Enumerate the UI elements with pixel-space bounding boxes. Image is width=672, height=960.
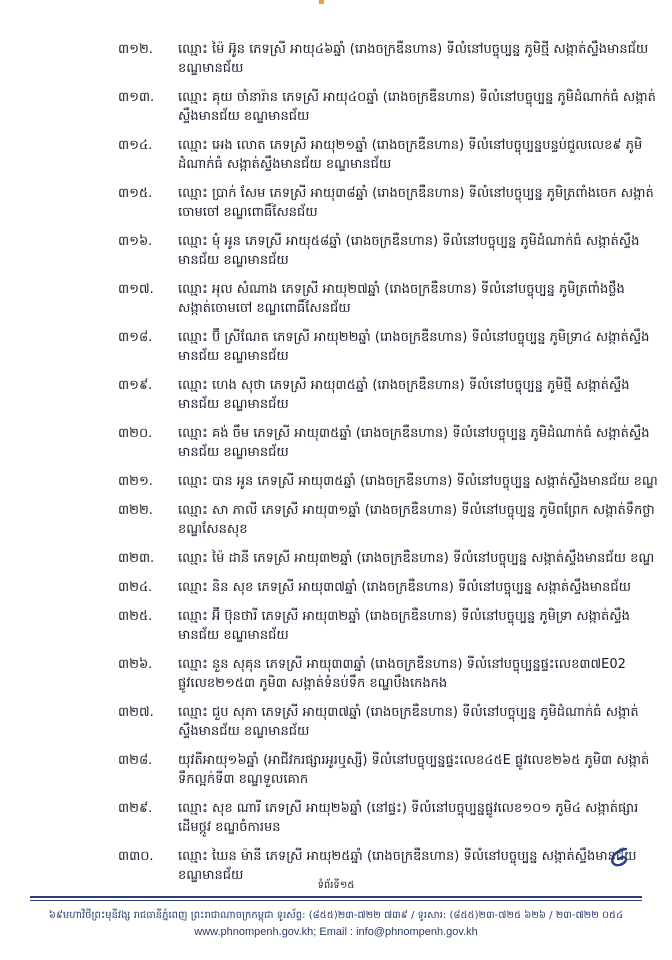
list-item [118,501,658,539]
list-item [118,751,658,789]
list-item [118,184,658,222]
entry-text: ឈ្មោះ ហេង សុថា ភេទស្រី អាយុ៣៥ឆ្នាំ (រោងចក្រឌឺនហាន) ទីលំនៅបច្ចុប្បន្ន ភូមិថ្មី សង្កាត់ស្ទឹងមានជ័យ ខណ្ឌមានជ័យ [178,378,630,412]
list-item [118,424,658,462]
entry-text: ឈ្មោះ អុល សំណាង ភេទស្រី អាយុ២៧ឆ្នាំ (រោងចក្រឌឺនហាន) ទីលំនៅបច្ចុប្បន្ន ភូមិត្រពាំងថ្លឹង សង្កាត់ចោមចៅ ខណ្ឌពោធិ៍សែនជ័យ [178,282,625,316]
entry-text: ឈ្មោះ ម៉ៃ ដានី ភេទស្រី អាយុ៣២ឆ្នាំ (រោងចក្រឌឺនហាន) ទីលំនៅបច្ចុប្បន្ន សង្កាត់ស្ទឹងមានជ័យ ខណ្ឌ [178,551,655,566]
entry-number: ៣២៧. [118,705,154,720]
page-number: ទំព័រទី១៥ [317,880,355,891]
signature-mark [604,846,634,870]
entry-number: ៣១៦. [118,234,153,249]
entry-number: ៣១៣. [118,90,155,105]
list-item [118,40,658,78]
entry-number: ៣២៥. [118,609,153,624]
entry-text: ឈ្មោះ ជួប សុភា ភេទស្រី អាយុ៣៧ឆ្នាំ (រោងចក្រឌឺនហាន) ទីលំនៅបច្ចុប្បន្ន ភូមិដំណាក់ធំ សង្កាត់ស្ទឹងមានជ័យ ខណ្ឌមានជ័យ [178,705,639,739]
entry-number: ៣១៥. [118,186,153,201]
list-item [118,655,658,693]
top-edge-mark [319,0,324,4]
entry-text: ឈ្មោះ មុំ អូន ភេទស្រី អាយុ៥៨ឆ្នាំ (រោងចក្រឌឺនហាន) ទីលំនៅបច្ចុប្បន្ន ភូមិដំណាក់ធំ សង្កាត់ស្ទឹងមានជ័យ ខណ្ឌមានជ័យ [178,234,640,268]
entry-text: ឈ្មោះ ឃៃន ម៉ានី ភេទស្រី អាយុ២៥ឆ្នាំ (រោងចក្រឌឺនហាន) ទីលំនៅបច្ចុប្បន្ន សង្កាត់ស្ទឹងមានជ័យ ខណ្ឌមានជ័យ [178,849,637,883]
list-item [118,549,658,568]
list-item [118,703,658,741]
list-item [118,328,658,366]
entry-text: ឈ្មោះ ប៊ី ស្រីណែត ភេទស្រី អាយុ២២ឆ្នាំ (រោងចក្រឌឺនហាន) ទីលំនៅបច្ចុប្បន្ន ភូមិទ្រា៤ សង្កាត់ស្ទឹងមានជ័យ ខណ្ឌមានជ័យ [178,330,650,364]
entry-number: ៣២២. [118,503,153,518]
entry-text: ឈ្មោះ ប្រាក់ សែម ភេទស្រី អាយុ៣៨ឆ្នាំ (រោងចក្រឌឺនហាន) ទីលំនៅបច្ចុប្បន្ន ភូមិត្រពាំងចេក សង្កាត់ចោមចៅ ខណ្ឌពោធិ៍សែនជ័យ [178,186,654,220]
entry-text: ឈ្មោះ គុយ ចាំនារ៉ាន ភេទស្រី អាយុ៤០ឆ្នាំ (រោងចក្រឌឺនហាន) ទីលំនៅបច្ចុប្បន្ន ភូមិដំណាក់ធំ សង្កាត់ស្ទឹងមានជ័យ ខណ្ឌមានជ័យ [178,90,656,124]
entry-number: ៣១៤. [118,138,153,153]
list-item [118,578,658,597]
footer-address: ៦៩មហាវិថីព្រះមុនីវង្ស រាជធានីភ្នំពេញ ព្រះរាជាណាចក្រកម្ពុជា ទូរស័ព្ទ: (៨៥៥)២៣-៧២២ ៧៣៩ / ទូរសារ: (៨៥៥)២៣-៧២៥ ៦២៦ / ២៣-៧២២ ០៥៤ [48,910,624,921]
entry-number: ៣២៩. [118,801,153,816]
entry-number: ៣២៤. [118,580,153,595]
entry-text: យុវតីអាយុ១៦ឆ្នាំ (អាជីវករផ្សារអូរឬស្សី) ទីលំនៅបច្ចុប្បន្នផ្ទះលេខ៤៥E ផ្លូវលេខ២៦៥ ភូមិ៣ សង្កាត់ទឹកល្អក់ទី៣ ខណ្ឌទួលគោក [178,753,650,787]
footer-web-email: www.phnompenh.gov.kh; Email : info@phnompenh.gov.kh [194,926,478,938]
list-item [118,232,658,270]
list-item [118,280,658,318]
entry-text: ឈ្មោះ នួន សុគុន ភេទស្រី អាយុ៣៣ឆ្នាំ (រោងចក្រឌឺនហាន) ទីលំនៅបច្ចុប្បន្នផ្ទះលេខ៣៧E02 ផ្លូវលេខ២១៥៣ ភូមិ៣ សង្កាត់ទំនប់ទឹក ខណ្ឌបឹងកេងកង [178,657,626,691]
entry-text: ឈ្មោះ សុខ ណារី ភេទស្រី អាយុ២៦ឆ្នាំ (នៅផ្ទះ) ទីលំនៅបច្ចុប្បន្នផ្លូវលេខ១០១ ភូមិ៤ សង្កាត់ផ្សារដើមថ្កូវ ខណ្ឌចំការមន [178,801,639,835]
entry-text: ឈ្មោះ អេង លោត ភេទស្រី អាយុ២១ឆ្នាំ (រោងចក្រឌឺនហាន) ទីលំនៅបច្ចុប្បន្នបន្ទប់ជួលលេខ៩ ភូមិដំណាក់ធំ សង្កាត់ស្ទឹងមានជ័យ ខណ្ឌមានជ័យ [178,138,643,172]
entry-text: ឈ្មោះ សា ភាលី ភេទស្រី អាយុ៣១ឆ្នាំ (រោងចក្រឌឺនហាន) ទីលំនៅបច្ចុប្បន្ន ភូមិពព្រែក សង្កាត់ទឹកថ្លា ខណ្ឌសែនសុខ [178,503,655,537]
entry-number: ៣២០. [118,426,153,441]
footer-divider-thin [30,900,642,901]
list-item [118,88,658,126]
list-item [118,136,658,174]
list-item [118,607,658,645]
entry-number: ៣១៩. [118,378,153,393]
entry-text: ឈ្មោះ បាន អូន ភេទស្រី អាយុ៣៥ឆ្នាំ (រោងចក្រឌឺនហាន) ទីលំនៅបច្ចុប្បន្ន សង្កាត់ស្ទឹងមានជ័យ ខណ្ឌ [178,474,658,489]
entry-number: ៣២១. [118,474,153,489]
entry-number: ៣១៧. [118,282,154,297]
entry-number: ៣១២. [118,42,153,57]
entry-text: ឈ្មោះ អ៊ី ប៊ុនថារី ភេទស្រី អាយុ៣២ឆ្នាំ (រោងចក្រឌឺនហាន) ទីលំនៅបច្ចុប្បន្ន ភូមិទ្រា សង្កាត់ស្ទឹងមានជ័យ ខណ្ឌមានជ័យ [178,609,630,643]
entry-text: ឈ្មោះ ម៉ៃ អ៊ូន ភេទស្រី អាយុ៤៦ឆ្នាំ (រោងចក្រឌឺនហាន) ទីលំនៅបច្ចុប្បន្ន ភូមិថ្មី សង្កាត់ស្ទឹងមានជ័យ ខណ្ឌមានជ័យ [178,42,649,76]
entry-number: ៣១៨. [118,330,153,345]
list-item [118,472,658,491]
entry-number: ៣២៣. [118,551,155,566]
footer-divider [30,896,642,898]
entry-text: ឈ្មោះ និន សុខ ភេទស្រី អាយុ៣៧ឆ្នាំ (រោងចក្រឌឺនហាន) ទីលំនៅបច្ចុប្បន្ន សង្កាត់ស្ទឹងមានជ័យ [178,580,632,595]
entry-number: ៣២៨. [118,753,153,768]
list-item [118,799,658,837]
entry-text: ឈ្មោះ គង់ ចឹម ភេទស្រី អាយុ៣៥ឆ្នាំ (រោងចក្រឌឺនហាន) ទីលំនៅបច្ចុប្បន្ន ភូមិដំណាក់ធំ សង្កាត់ស្ទឹងមានជ័យ ខណ្ឌមានជ័យ [178,426,650,460]
list-item [118,376,658,414]
entry-list [118,40,658,895]
entry-number: ៣២៦. [118,657,153,672]
entry-number: ៣៣០. [118,849,154,864]
